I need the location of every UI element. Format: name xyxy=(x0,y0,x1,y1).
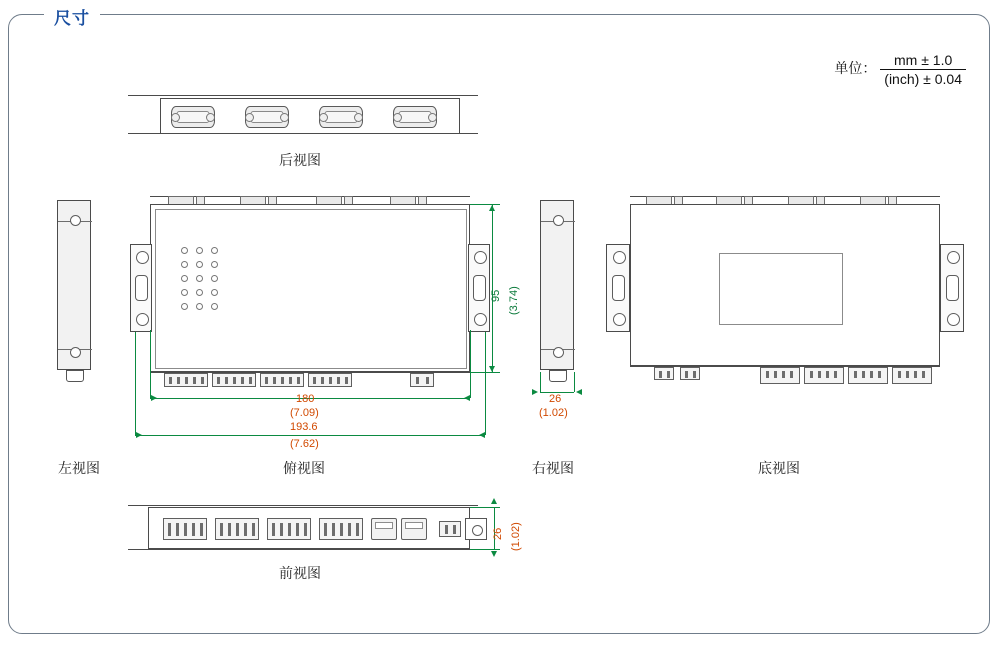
mount-tab-left-hole-top xyxy=(136,251,149,264)
bottom-mount-tab-left-hole-bottom xyxy=(613,313,626,326)
db9-port-2 xyxy=(245,106,289,128)
led-5 xyxy=(196,261,203,268)
front-view-mount-bar-bottom xyxy=(128,549,478,550)
db9-port-3 xyxy=(319,106,363,128)
dim-right-depth-ext-left xyxy=(540,372,541,392)
right-view-label: 右视图 xyxy=(532,460,574,476)
db9-port-1-screw-left xyxy=(171,113,180,122)
mount-tab-right-hole-bottom xyxy=(474,313,487,326)
led-9 xyxy=(211,275,218,282)
dim-right-depth-arrow-left xyxy=(532,389,538,395)
front-terminal-2 xyxy=(215,518,259,540)
bottom-mount-tab-right-hole-top xyxy=(947,251,960,264)
db9-port-2-screw-right xyxy=(280,113,289,122)
db9-port-1-screw-right xyxy=(206,113,215,122)
unit-note-prefix: 单位： xyxy=(834,60,877,77)
rear-view-base-line xyxy=(128,133,478,134)
rear-view-body xyxy=(160,98,460,134)
dim-height-inch: (3.74) xyxy=(508,286,520,315)
led-15 xyxy=(211,303,218,310)
db9-port-4-inner xyxy=(398,111,432,123)
mount-tab-right xyxy=(468,244,490,332)
dim-total-arrow-right xyxy=(479,432,485,438)
db9-port-1-inner xyxy=(176,111,210,123)
dim-front-depth-ext-top xyxy=(470,507,500,508)
dim-height-line xyxy=(492,204,493,372)
page-title: 尺寸 xyxy=(44,4,100,29)
bottom-mount-tab-left-hole-top xyxy=(613,251,626,264)
top-view-body xyxy=(150,204,470,372)
led-11 xyxy=(196,289,203,296)
dim-right-depth-inch: (1.02) xyxy=(539,407,568,419)
dim-width-inch: (7.09) xyxy=(290,407,319,419)
dim-width-ext-right xyxy=(470,330,471,398)
dim-front-depth-arrow-bottom xyxy=(491,551,497,557)
dim-width-arrow-left xyxy=(151,395,157,401)
top-view-label: 俯视图 xyxy=(283,460,325,476)
dim-front-depth-ext-bottom xyxy=(470,549,500,550)
led-13 xyxy=(181,303,188,310)
led-10 xyxy=(181,289,188,296)
dim-right-depth-mm: 26 xyxy=(549,393,562,405)
dim-front-depth-inch: (1.02) xyxy=(510,522,522,551)
mount-tab-left-slot xyxy=(135,275,148,301)
bottom-mount-tab-left-slot xyxy=(612,275,625,301)
dim-front-depth-arrow-top xyxy=(491,498,497,504)
bottom-view-label: 底视图 xyxy=(758,460,800,476)
front-view-mount-bar-top xyxy=(128,505,478,506)
left-view-screw-top xyxy=(70,215,81,226)
front-view-label: 前视图 xyxy=(279,565,321,581)
dim-width-mm: 180 xyxy=(296,393,315,405)
left-view-label: 左视图 xyxy=(58,460,100,476)
front-ground-block xyxy=(465,518,487,540)
front-ground-screw xyxy=(472,525,483,536)
dim-total-ext-left xyxy=(135,332,136,435)
bottom-mount-tab-right-hole-bottom xyxy=(947,313,960,326)
mount-tab-right-slot xyxy=(473,275,486,301)
front-view-body xyxy=(148,507,470,549)
db9-port-2-screw-left xyxy=(245,113,254,122)
db9-port-3-screw-right xyxy=(354,113,363,122)
led-14 xyxy=(196,303,203,310)
mount-tab-right-hole-top xyxy=(474,251,487,264)
led-1 xyxy=(181,247,188,254)
bottom-view-terminal-3 xyxy=(848,367,888,384)
rear-view-label: 后视图 xyxy=(279,152,321,168)
left-view-screw-bottom xyxy=(70,347,81,358)
bottom-view-body xyxy=(630,204,940,366)
dim-total-inch: (7.62) xyxy=(290,438,319,450)
unit-note-fraction xyxy=(880,52,966,87)
bottom-view-connector-2 xyxy=(680,367,700,380)
bottom-view-terminal-1 xyxy=(760,367,800,384)
led-8 xyxy=(196,275,203,282)
unit-note-denominator: (inch) ± 0.04 xyxy=(884,71,962,87)
dim-height-mm: 95 xyxy=(490,289,502,302)
db9-port-3-inner xyxy=(324,111,358,123)
dim-total-arrow-left xyxy=(136,432,142,438)
dim-right-depth-arrow-right xyxy=(576,389,582,395)
db9-port-2-inner xyxy=(250,111,284,123)
front-terminal-4 xyxy=(319,518,363,540)
db9-port-4-screw-left xyxy=(393,113,402,122)
led-6 xyxy=(211,261,218,268)
right-view-screw-bottom xyxy=(553,347,564,358)
db9-port-4-screw-right xyxy=(428,113,437,122)
left-view-body xyxy=(57,200,91,370)
bottom-mount-tab-right-slot xyxy=(946,275,959,301)
right-view-body xyxy=(540,200,574,370)
bottom-view-label-area xyxy=(719,253,843,325)
unit-note xyxy=(834,52,966,87)
bottom-view-connector-1 xyxy=(654,367,674,380)
led-2 xyxy=(196,247,203,254)
bottom-mount-tab-left xyxy=(606,244,630,332)
dim-height-arrow-top xyxy=(489,205,495,211)
db9-port-4 xyxy=(393,106,437,128)
led-4 xyxy=(181,261,188,268)
led-7 xyxy=(181,275,188,282)
dim-height-arrow-bottom xyxy=(489,366,495,372)
right-view-bottom-tab xyxy=(549,370,567,382)
rear-view-mount-bar xyxy=(128,95,478,96)
top-view-terminal-4 xyxy=(308,373,352,387)
db9-port-1 xyxy=(171,106,215,128)
dim-right-depth-ext-right xyxy=(574,372,575,392)
top-view-power-terminal xyxy=(410,373,434,387)
dim-width-ext-left xyxy=(150,330,151,398)
front-power-terminal xyxy=(439,521,461,537)
unit-note-numerator: mm ± 1.0 xyxy=(880,52,966,70)
dim-width-arrow-right xyxy=(464,395,470,401)
db9-port-3-screw-left xyxy=(319,113,328,122)
front-terminal-1 xyxy=(163,518,207,540)
dim-total-mm: 193.6 xyxy=(290,421,318,433)
left-view-bottom-tab xyxy=(66,370,84,382)
dim-total-line xyxy=(135,435,485,436)
front-terminal-3 xyxy=(267,518,311,540)
mount-tab-left-hole-bottom xyxy=(136,313,149,326)
led-12 xyxy=(211,289,218,296)
top-view-terminal-1 xyxy=(164,373,208,387)
ethernet-port-1 xyxy=(371,518,397,540)
led-3 xyxy=(211,247,218,254)
ethernet-port-2 xyxy=(401,518,427,540)
mount-tab-left xyxy=(130,244,152,332)
bottom-view-terminal-4 xyxy=(892,367,932,384)
bottom-view-terminal-2 xyxy=(804,367,844,384)
dim-total-ext-right xyxy=(485,332,486,435)
top-view-terminal-2 xyxy=(212,373,256,387)
dim-height-ext-top xyxy=(470,204,500,205)
right-view-screw-top xyxy=(553,215,564,226)
dim-front-depth-mm: 26 xyxy=(492,527,504,540)
bottom-mount-tab-right xyxy=(940,244,964,332)
top-view-terminal-3 xyxy=(260,373,304,387)
